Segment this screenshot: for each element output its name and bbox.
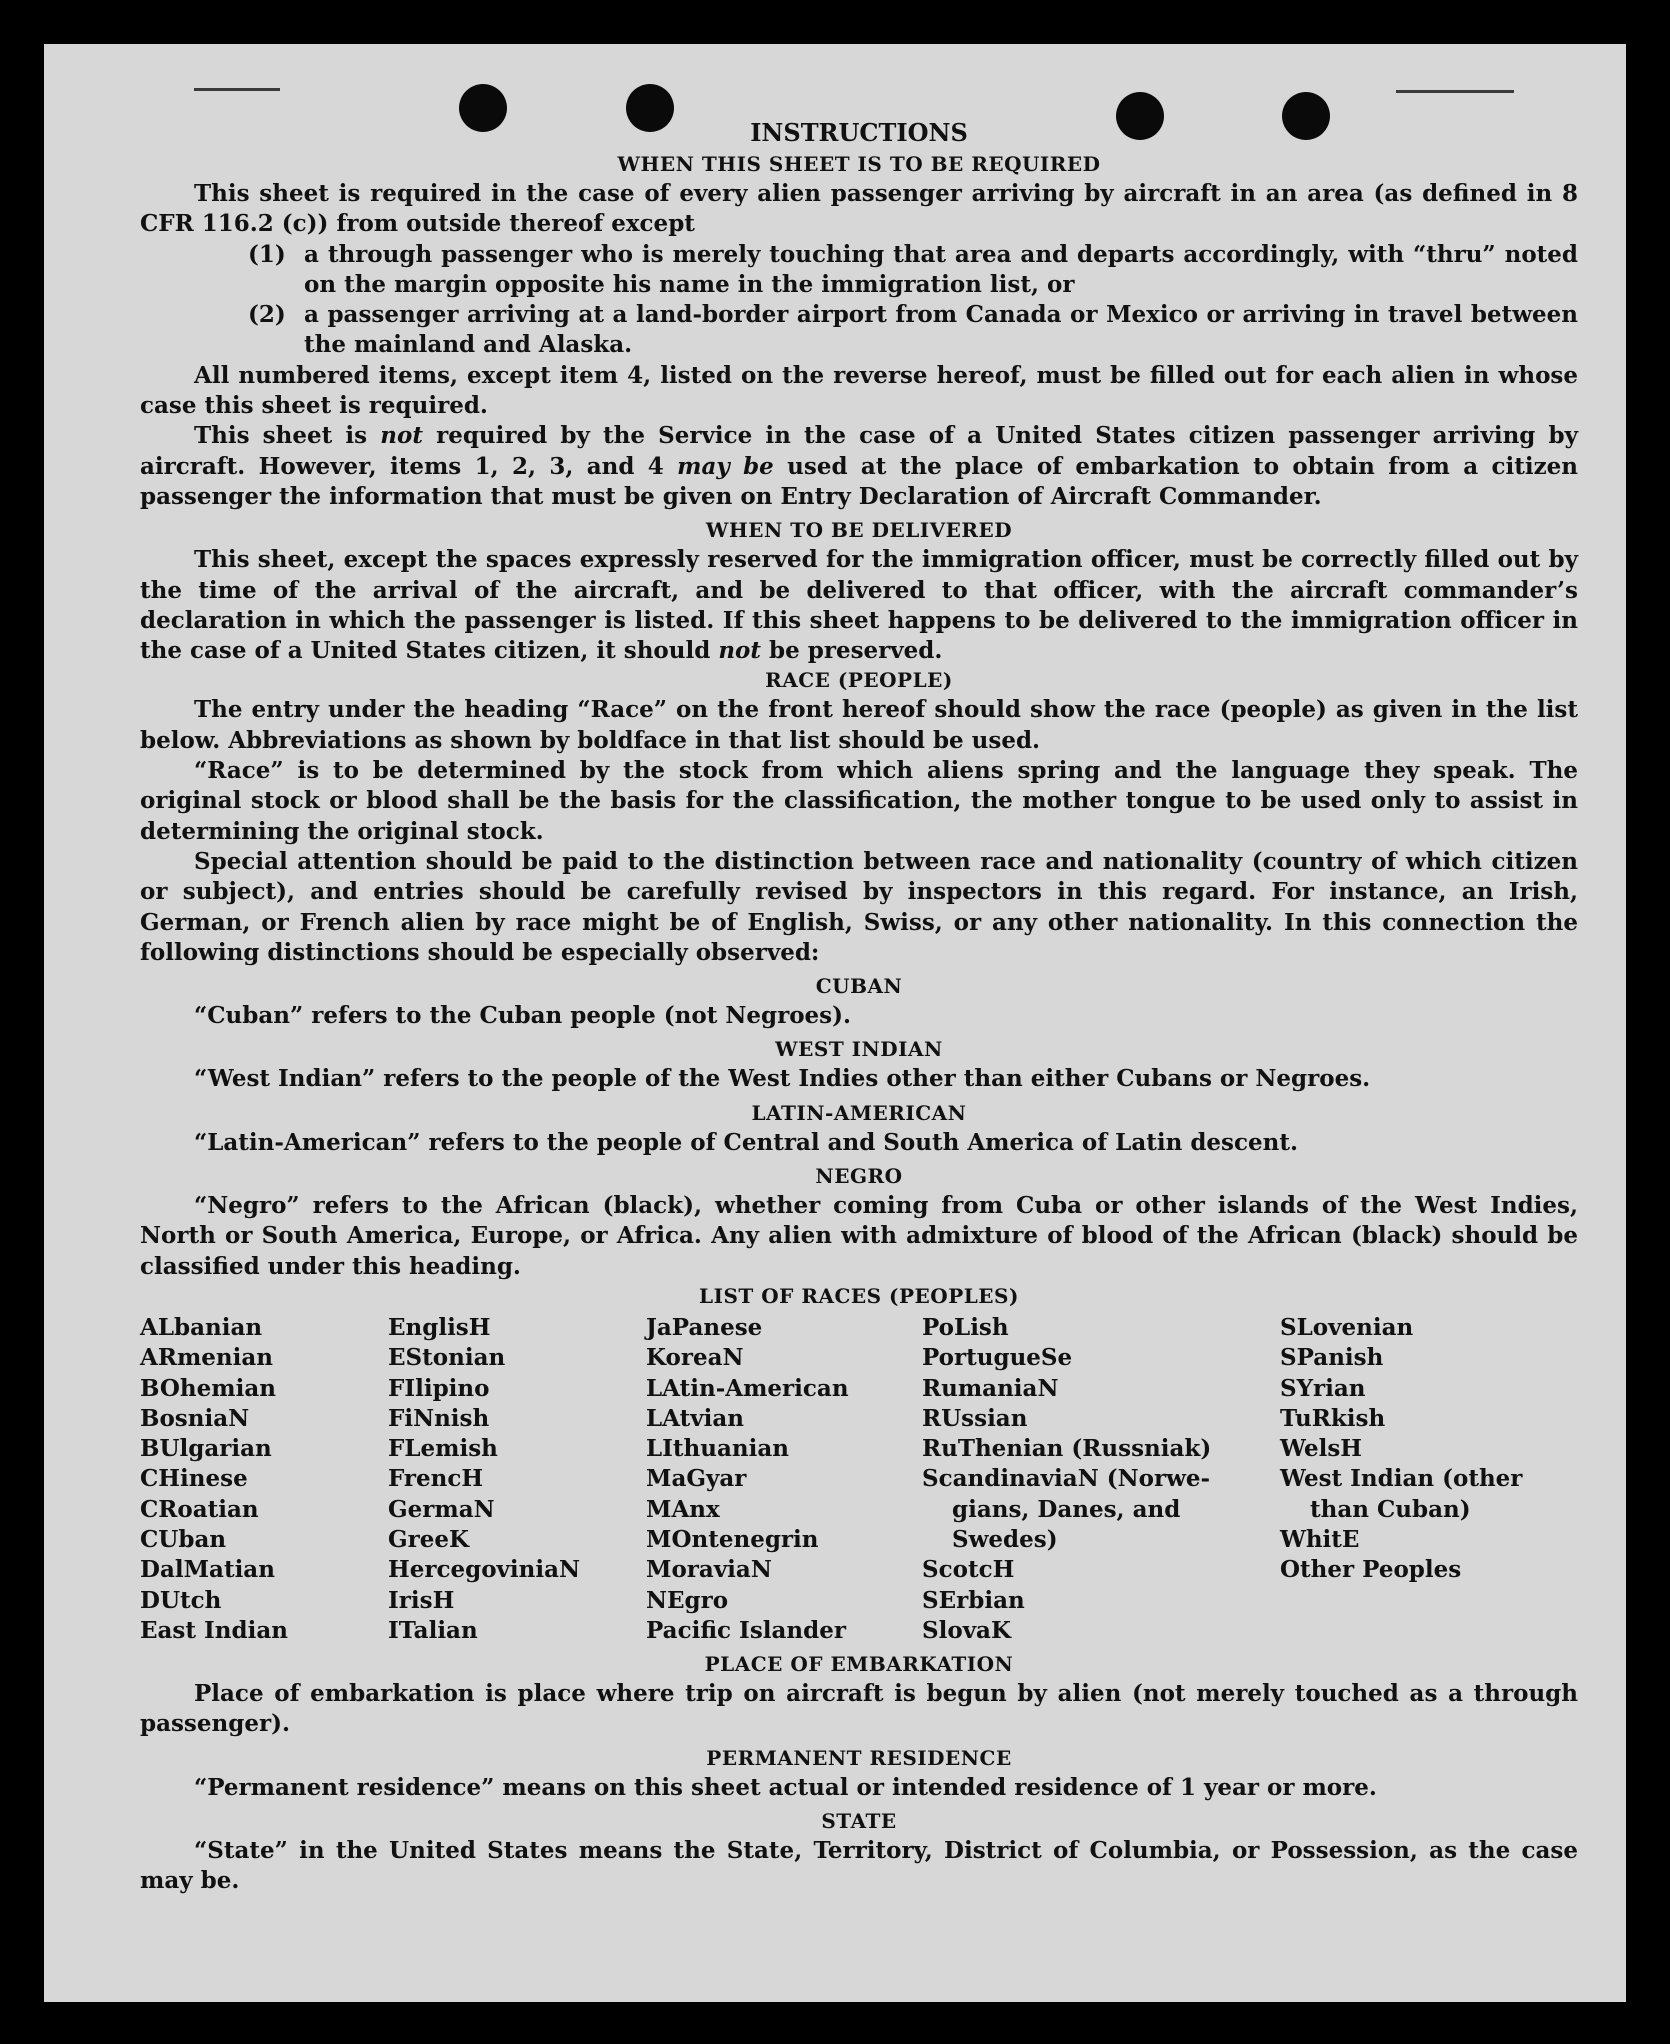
race-entry: DalMatian: [140, 1556, 275, 1584]
race-entry: SlovaK: [922, 1616, 1011, 1644]
paragraph: Place of embarkation is place where trip on aircraft is begun by alien (not merely touched as a through passenger).: [140, 1680, 1578, 1738]
section-heading: CUBAN: [815, 974, 903, 999]
scan-mark: [1396, 90, 1514, 93]
race-entry: Pacific Islander: [646, 1616, 846, 1644]
race-entry: RumaniaN: [922, 1374, 1059, 1402]
race-entry: WelsH: [1280, 1435, 1363, 1463]
race-list: [140, 1313, 1578, 1646]
race-entry: ScotcH: [922, 1556, 1015, 1584]
race-entry: MaGyar: [646, 1465, 747, 1493]
race-entry: PortugueSe: [922, 1344, 1073, 1372]
section-heading: LATIN-AMERICAN: [751, 1100, 967, 1125]
section-heading: WHEN THIS SHEET IS TO BE REQUIRED: [617, 152, 1101, 176]
race-entry: SLovenian: [1280, 1313, 1414, 1341]
paragraph: The entry under the heading “Race” on the front hereof should show the race (people) as given in the list below. Abbreviations as shown by boldface in that list should be used.: [140, 696, 1578, 754]
race-entry: JaPanese: [646, 1313, 763, 1341]
paragraph: “State” in the United States means the State, Territory, District of Columbia, or Possession, as the case may be.: [140, 1837, 1578, 1895]
section-heading: LIST OF RACES (PEOPLES): [699, 1283, 1019, 1308]
race-entry: BOhemian: [140, 1374, 276, 1402]
race-entry: RuThenian (Russniak): [922, 1435, 1212, 1463]
race-entry: FiNnish: [388, 1404, 490, 1432]
scan-mark: [194, 88, 280, 91]
paragraph: “Negro” refers to the African (black), whether coming from Cuba or other islands of the West Indies, North or South America, Europe, or Africa. Any alien with admixture of blood of the African (black) should be classified under this heading.: [140, 1192, 1578, 1280]
race-entry: Other Peoples: [1280, 1556, 1462, 1584]
race-entry: PoLish: [922, 1313, 1009, 1341]
race-entry: gians, Danes, and Swedes): [952, 1495, 1181, 1553]
race-entry: CRoatian: [140, 1495, 259, 1523]
race-entry: ScandinaviaN (Norwe-: [922, 1465, 1211, 1493]
race-entry: GermaN: [388, 1495, 495, 1523]
paragraph: This sheet is required in the case of every alien passenger arriving by aircraft in an area (as defined in 8 CFR 116.2 (c)) from outside thereof except: [140, 180, 1578, 238]
paragraph: “West Indian” refers to the people of the West Indies other than either Cubans or Negroes.: [194, 1065, 1371, 1093]
race-entry: RUssian: [922, 1404, 1028, 1432]
race-entry: SErbian: [922, 1586, 1025, 1614]
section-heading: PLACE OF EMBARKATION: [704, 1652, 1014, 1677]
race-entry: West Indian (other: [1280, 1465, 1523, 1493]
race-entry: ALbanian: [140, 1313, 263, 1341]
race-entry: IrisH: [388, 1586, 455, 1614]
race-column: [1280, 1313, 1578, 1646]
race-entry: CHinese: [140, 1465, 248, 1493]
race-entry: FLemish: [388, 1435, 498, 1463]
section-heading: RACE (PEOPLE): [765, 668, 953, 693]
race-entry: ITalian: [388, 1616, 478, 1644]
paragraph: This sheet, except the spaces expressly reserved for the immigration officer, must be correctly filled out by the time of the arrival of the aircraft, and be delivered to that officer, with the aircraft commander’s declaration in which the passenger is listed. If this sheet happens to be delivered to the immigration officer in the case of a United States citizen, it should not be preserved.: [140, 546, 1578, 665]
paragraph: “Latin-American” refers to the people of Central and South America of Latin descent.: [194, 1128, 1298, 1156]
item-number: (1): [248, 240, 286, 268]
paragraph: This sheet is not required by the Service in the case of a United States citizen passenger arriving by aircraft. However, items 1, 2, 3, and 4 may be used at the place of embarkation to obtain from a citizen passenger the information that must be given on Entry Declaration of Aircraft Commander.: [140, 422, 1579, 510]
race-entry: EnglisH: [388, 1313, 491, 1341]
section-heading: NEGRO: [815, 1164, 903, 1189]
race-entry: SYrian: [1280, 1374, 1366, 1402]
race-entry: MAnx: [646, 1495, 720, 1523]
paragraph: “Cuban” refers to the Cuban people (not Negroes).: [194, 1002, 852, 1030]
race-entry: CUban: [140, 1525, 227, 1553]
list-item: [248, 300, 1578, 361]
race-entry: EStonian: [388, 1344, 506, 1372]
race-entry: WhitE: [1280, 1525, 1360, 1553]
race-entry: NEgro: [646, 1586, 729, 1614]
race-entry: than Cuban): [1310, 1495, 1471, 1523]
race-column: [646, 1313, 922, 1646]
race-entry: LIthuanian: [646, 1435, 789, 1463]
race-entry: DUtch: [140, 1586, 222, 1614]
section-heading: PERMANENT RESIDENCE: [706, 1745, 1012, 1770]
race-entry: TuRkish: [1280, 1404, 1386, 1432]
race-entry: MOntenegrin: [646, 1525, 819, 1553]
item-text: a passenger arriving at a land-border airport from Canada or Mexico or arriving in travel between the mainland and Alaska.: [304, 301, 1578, 359]
document-page: [44, 44, 1626, 2002]
race-entry: MoraviaN: [646, 1556, 772, 1584]
race-entry: LAtvian: [646, 1404, 744, 1432]
instructions-content: [140, 116, 1578, 1897]
race-entry: East Indian: [140, 1616, 288, 1644]
item-number: (2): [248, 301, 286, 329]
race-entry: BosniaN: [140, 1404, 250, 1432]
paragraph: All numbered items, except item 4, listed on the reverse hereof, must be filled out for each alien in whose case this sheet is required.: [140, 361, 1578, 420]
race-entry: ARmenian: [140, 1344, 274, 1372]
item-text: a through passenger who is merely touching that area and departs accordingly, with “thru” noted on the margin opposite his name in the immigration list, or: [304, 240, 1578, 298]
race-column: [388, 1313, 646, 1646]
race-entry: GreeK: [388, 1525, 470, 1553]
page-title: INSTRUCTIONS: [750, 118, 968, 147]
section-heading: STATE: [821, 1809, 897, 1834]
race-entry: FIlipino: [388, 1374, 490, 1402]
race-column: [922, 1313, 1280, 1646]
paragraph: “Race” is to be determined by the stock from which aliens spring and the language they speak. The original stock or blood shall be the basis for the classification, the mother tongue to be used only to assist in determining the original stock.: [140, 757, 1578, 845]
race-entry: BUlgarian: [140, 1435, 272, 1463]
race-entry: HercegoviniaN: [388, 1556, 581, 1584]
race-entry: FrencH: [388, 1465, 484, 1493]
race-entry: KoreaN: [646, 1344, 744, 1372]
paragraph: Special attention should be paid to the distinction between race and nationality (country of which citizen or subject), and entries should be carefully revised by inspectors in this regard. For instance, an Irish, German, or French alien by race might be of English, Swiss, or any other nationality. In this connection the following distinctions should be especially observed:: [140, 847, 1578, 966]
list-item: [248, 240, 1578, 301]
race-entry: SPanish: [1280, 1344, 1384, 1372]
race-column: [140, 1313, 388, 1646]
section-heading: WEST INDIAN: [775, 1037, 943, 1062]
race-entry: LAtin-American: [646, 1374, 849, 1402]
section-heading: WHEN TO BE DELIVERED: [705, 518, 1013, 543]
paragraph: “Permanent residence” means on this sheet actual or intended residence of 1 year or more.: [194, 1773, 1377, 1801]
